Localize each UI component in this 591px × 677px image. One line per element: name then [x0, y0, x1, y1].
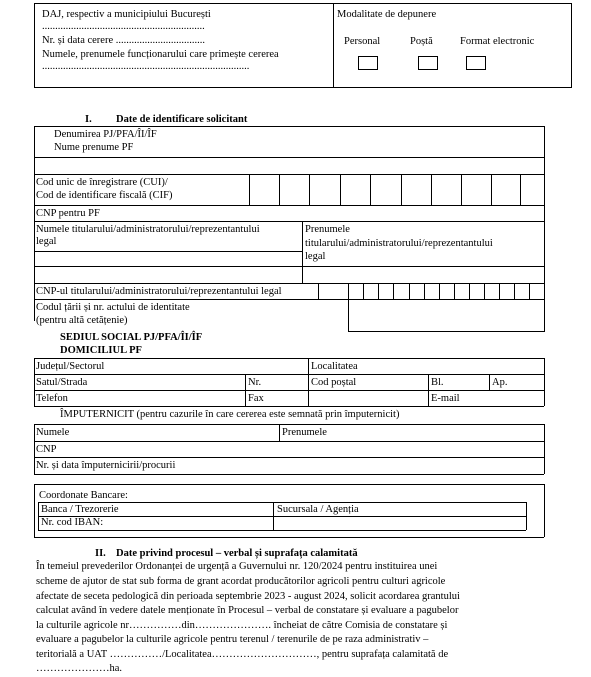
section2-line-8[interactable]: …………………ha. [36, 663, 123, 674]
sucursala-label: Sucursala / Agenția [277, 504, 359, 515]
modalitate-label: Modalitate de depunere [337, 9, 437, 20]
judetul-label: Județul/Sectorul [36, 361, 105, 372]
format-electronic-checkbox[interactable] [466, 56, 486, 70]
section2-line-7[interactable]: teritorială a UAT ……………/Localitatea…………………………, pentru suprafața calamitată de [36, 649, 449, 660]
cod-tara-label-1: Codul țării și nr. actului de identitate [36, 302, 190, 313]
imp-prenumele-label: Prenumele [282, 427, 327, 438]
cnp-pf-label: CNP pentru PF [36, 208, 100, 219]
cod-postal-label: Cod poștal [311, 377, 357, 388]
section2-title: Date privind procesul – verbal și suprafața calamitată [116, 548, 358, 559]
nr-label: Nr. [248, 377, 262, 388]
daj-label: DAJ, respectiv a municipiului București [42, 9, 211, 20]
iban-label: Nr. cod IBAN: [41, 517, 104, 528]
section1-title: Date de identificare solicitant [116, 114, 248, 125]
sediu-heading-2: DOMICILIUL PF [60, 345, 142, 356]
coordonate-label: Coordonate Bancare: [39, 490, 128, 501]
section2-line-5[interactable]: la culturile agricole nr……………din…………………. încheiat de către Comisia de constatare și [36, 620, 448, 631]
bl-label: Bl. [431, 377, 444, 388]
numele-titular-label-2: legal [36, 236, 57, 247]
numele-titular-label-1: Numele titularului/administratorului/reprezentantului [36, 224, 260, 235]
cui-label: Cod unic de înregistrare (CUI)/ [36, 177, 168, 188]
nr-data-cerere[interactable]: Nr. și data cerere .................................. [42, 35, 206, 46]
sediu-heading-1: SEDIUL SOCIAL PJ/PFA/ÎI/ÎF [60, 332, 203, 343]
nume-pf-label: Nume prenume PF [54, 142, 134, 153]
prenumele-titular-label-3: legal [305, 251, 326, 262]
prenumele-titular-label-2: titularului/administratorului/reprezentantului [305, 238, 493, 249]
section2-number: II. [95, 548, 106, 559]
email-label: E-mail [431, 393, 460, 404]
fax-label: Fax [248, 393, 264, 404]
section2-line-1: În temeiul prevederilor Ordonanței de urgență a Guvernului nr. 120/2024 pentru instituirea unei [36, 561, 438, 572]
daj-dots[interactable]: .............................................................. [42, 21, 205, 32]
imp-cnp-label: CNP [36, 444, 57, 455]
imputernicit-note: (pentru cazurile în care cererea este semnată prin împuternicit) [136, 409, 400, 420]
cnp-titular-label: CNP-ul titularului/administratorului/reprezentantului legal [36, 286, 282, 297]
section1-number: I. [85, 114, 92, 125]
functionar-dots[interactable]: ............................................................................... [42, 61, 250, 72]
personal-checkbox[interactable] [358, 56, 378, 70]
functionar-label: Numele, prenumele funcționarului care primește cererea [42, 49, 279, 60]
posta-checkbox[interactable] [418, 56, 438, 70]
posta-label: Poștă [410, 36, 433, 47]
satul-label: Satul/Strada [36, 377, 88, 388]
imputernicit-title: ÎMPUTERNICIT [60, 409, 134, 420]
section2-line-4: calculat având în vedere datele menționate în Procesul – verbal de constatare și evaluare a pagubelor [36, 605, 459, 616]
ap-label: Ap. [492, 377, 508, 388]
telefon-label: Telefon [36, 393, 68, 404]
cif-label: Cod de identificare fiscală (CIF) [36, 190, 173, 201]
imp-nr-data-label: Nr. și data împuternicirii/procurii [36, 460, 176, 471]
banca-label: Banca / Trezorerie [41, 504, 119, 515]
section2-line-6: evaluare a pagubelor la culturile agricole pentru terenul / terenurile de pe raza administrativ – [36, 634, 429, 645]
section2-line-2: scheme de ajutor de stat sub forma de grant acordat producătorilor agricoli pentru culturi agricole [36, 576, 446, 587]
format-electronic-label: Format electronic [460, 36, 535, 47]
section2-line-3: afectate de seceta pedologică din perioada septembrie 2023 - august 2024, solicit acordarea grantului [36, 591, 460, 602]
personal-label: Personal [344, 36, 381, 47]
cod-tara-label-2: (pentru altă cetățenie) [36, 315, 128, 326]
imputernicit-heading [60, 409, 399, 421]
denumire-label: Denumirea PJ/PFA/ÎI/ÎF [54, 129, 157, 140]
localitatea-label: Localitatea [311, 361, 358, 372]
prenumele-titular-label-1: Prenumele [305, 224, 350, 235]
imp-numele-label: Numele [36, 427, 70, 438]
